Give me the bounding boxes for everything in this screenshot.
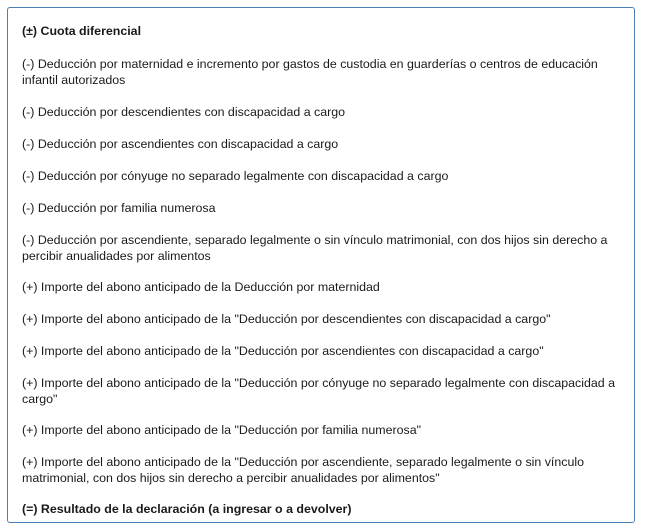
line-deduccion-conyuge: (-) Deducción por cónyuge no separado legalmente con discapacidad a cargo [22,169,449,183]
line-deduccion-maternidad: (-) Deducción por maternidad e incremento por gastos de custodia en guarderías o centros de educación infantil autorizados [22,57,598,87]
line-abono-maternidad: (+) Importe del abono anticipado de la Deducción por maternidad [22,280,380,294]
line-deduccion-familia-numerosa: (-) Deducción por familia numerosa [22,201,216,215]
line-abono-familia-numerosa: (+) Importe del abono anticipado de la "Deducción por familia numerosa" [22,423,421,437]
line-deduccion-ascendientes: (-) Deducción por ascendientes con discapacidad a cargo [22,137,339,151]
line-abono-descendientes: (+) Importe del abono anticipado de la "Deducción por descendientes con discapacidad a cargo" [22,312,551,326]
line-deduccion-descendientes: (-) Deducción por descendientes con discapacidad a cargo [22,105,346,119]
line-abono-conyuge: (+) Importe del abono anticipado de la "Deducción por cónyuge no separado legalmente con discapacidad a cargo" [22,376,616,406]
declaration-summary-panel [7,7,635,523]
line-deduccion-ascendiente-dos-hijos: (-) Deducción por ascendiente, separado legalmente o sin vínculo matrimonial, con dos hijos sin derecho a percibir anualidades por alimentos [22,233,608,263]
line-cuota-diferencial: (±) Cuota diferencial [22,24,142,38]
line-resultado-declaracion: (=) Resultado de la declaración (a ingresar o a devolver) [22,502,352,516]
line-abono-ascendientes: (+) Importe del abono anticipado de la "Deducción por ascendientes con discapacidad a cargo" [22,344,544,358]
line-abono-ascendiente-dos-hijos: (+) Importe del abono anticipado de la "Deducción por ascendiente, separado legalmente o sin vínculo matrimonial, con dos hijos sin derecho a percibir anualidades por alimentos" [22,455,584,485]
